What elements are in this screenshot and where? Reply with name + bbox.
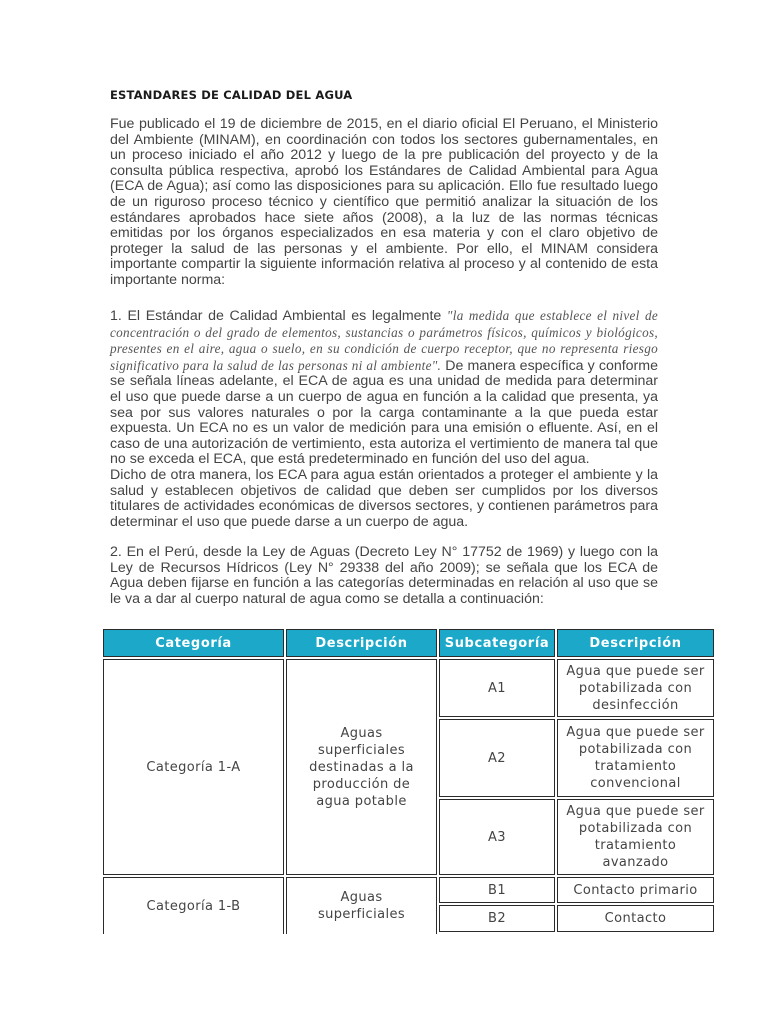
paragraph-tail: Dicho de otra manera, los ECA para agua están orientados a proteger el ambiente y la salud y establecen objetivos de calidad que deben ser cumplidos por los diversos titulares de actividades económicas de diversos sectores, y contienen parámetros para determinar el uso que puede darse a un cuerpo de agua. — [110, 466, 658, 530]
subcategory-b2-description: Contacto — [557, 905, 714, 932]
paragraph-legal-context: 2. En el Perú, desde la Ley de Aguas (Decreto Ley N° 17752 de 1969) y luego con la Ley de Recursos Hídricos (Ley N° 29338 del año 2009); se señala que los ECA de Agua deben fijarse en función a las categorías determinadas en relación al uso que se le va a dar al cuerpo natural de agua como se detalla a continuación: — [110, 544, 658, 607]
subcategory-a1: A1 — [439, 659, 555, 717]
category-1a: Categoría 1-A — [103, 659, 284, 875]
eca-categories-table — [103, 629, 714, 934]
subcategory-a3-description: Agua que puede ser potabilizada con tratamiento avanzado — [557, 799, 714, 875]
subcategory-a2: A2 — [439, 719, 555, 797]
subcategory-b1: B1 — [439, 877, 555, 903]
header-descripcion-sub: Descripción — [557, 629, 714, 657]
paragraph-lead: 1. El Estándar de Calidad Ambiental es legalmente — [110, 308, 447, 324]
category-1a-description: Aguas superficiales destinadas a la producción de agua potable — [286, 659, 437, 875]
subcategory-b2: B2 — [439, 905, 555, 932]
category-1b: Categoría 1-B — [103, 877, 284, 934]
subcategory-a3: A3 — [439, 799, 555, 875]
paragraph-intro: Fue publicado el 19 de diciembre de 2015, en el diario oficial El Peruano, el Ministerio del Ambiente (MINAM), en coordinación con todos los sectores gubernamentales, en un proceso iniciado el año 2012 y luego de la pre publicación del proyecto y de la consulta pública respectiva, aprobó los Estándares de Calidad Ambiental para Agua (ECA de Agua); así como las disposiciones para su aplicación. Ello fue resultado luego de un riguroso proceso técnico y científico que permitió analizar la situación de los estándares aprobados hace siete años (2008), a la luz de las normas técnicas emitidas por los órganos especializados en esa materia y con el claro objetivo de proteger la salud de las personas y el ambiente. Por ello, el MINAM considera importante compartir la siguiente información relativa al proceso y al contenido de esta importante norma: — [110, 116, 658, 288]
header-categoria: Categoría — [103, 629, 284, 657]
subcategory-b1-description: Contacto primario — [557, 877, 714, 903]
paragraph-eca-definition — [110, 308, 658, 530]
subcategory-a1-description: Agua que puede ser potabilizada con desinfección — [557, 659, 714, 717]
paragraph-body: De manera específica y conforme se señala líneas adelante, el ECA de agua es una unidad de medida para determinar el uso que puede darse a un cuerpo de agua en función a la calidad que presenta, ya sea por sus valores naturales o por la carga contaminante a la que pueda estar expuesta. Un ECA no es un valor de medición para una emisión o efluente. Así, en el caso de una autorización de vertimiento, esta autoriza el vertimiento de manera tal que no se exceda el ECA, que está predeterminado en función del uso del agua. — [110, 357, 658, 468]
category-1b-description: Aguas superficiales — [286, 877, 437, 934]
header-subcategoria: Subcategoría — [439, 629, 555, 657]
legal-quote: "la medida que establece el nivel de concentración o del grado de elementos, sustancias o parámetros físicos, químicos y biológicos, presentes en el aire, agua o suelo, en su condición de cuerpo receptor, que no representa riesgo significativo para la salud de las personas ni al ambiente". — [110, 308, 658, 373]
subcategory-a2-description: Agua que puede ser potabilizada con tratamiento convencional — [557, 719, 714, 797]
header-descripcion: Descripción — [286, 629, 437, 657]
document-title: ESTANDARES DE CALIDAD DEL AGUA — [110, 88, 353, 102]
